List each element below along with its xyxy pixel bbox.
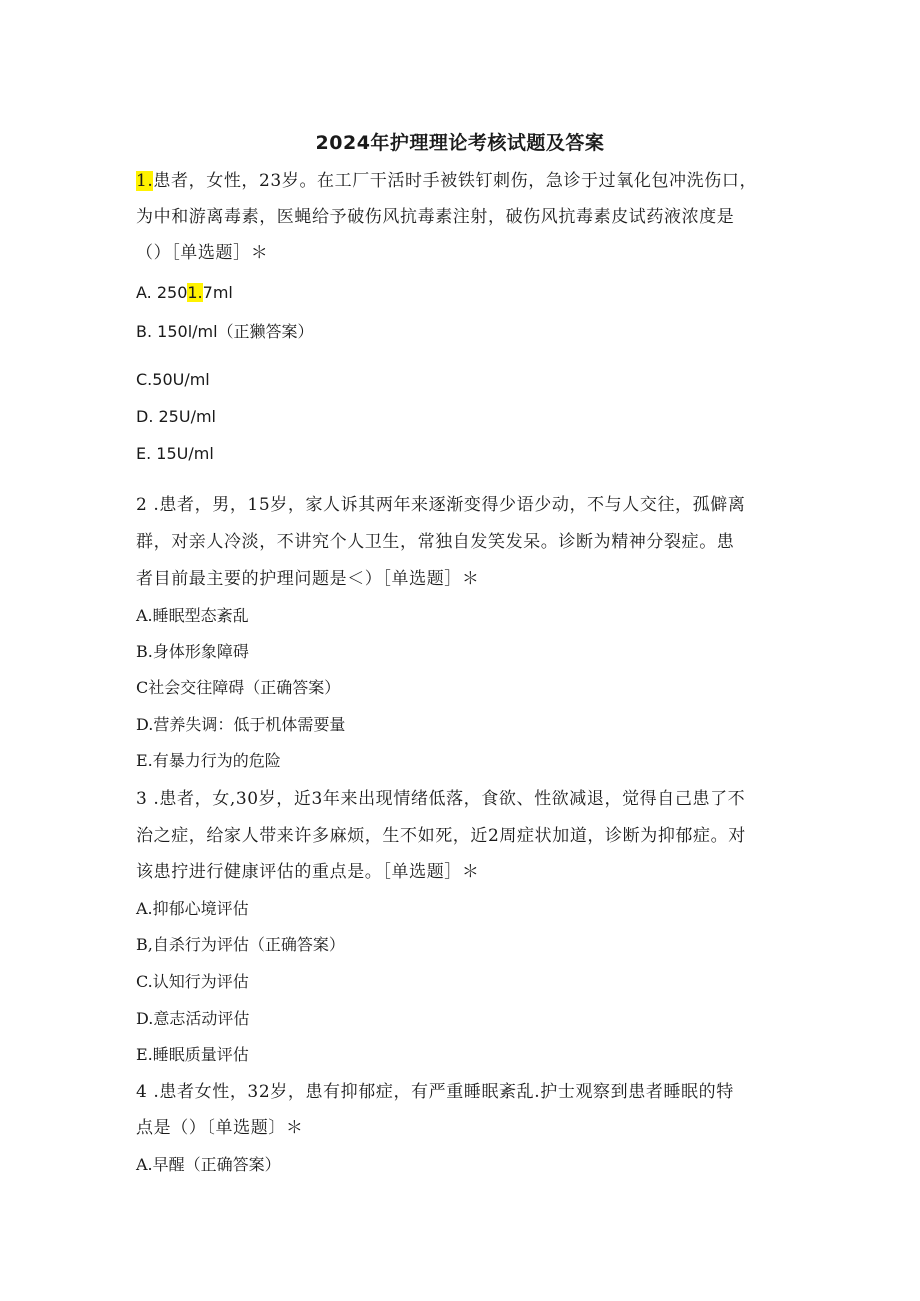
question-1-option-d: D. 25U∕ml: [136, 407, 216, 426]
question-2-line-2: 群，对亲人冷淡，不讲究个人卫生，常独自发笑发呆。诊断为精神分裂症。患: [136, 532, 735, 552]
question-1-option-b: B. 150l∕ml（正獭答案）: [136, 322, 314, 341]
question-1-option-a: A. 2501.7ml: [136, 283, 233, 302]
question-2-option-e: E.有暴力行为的危险: [136, 751, 281, 770]
question-2-line-1: 2 .患者，男，15岁，家人诉其两年来逐渐变得少语少动，不与人交往，孤僻离: [136, 495, 746, 515]
highlight-mark: 1.: [136, 171, 154, 191]
question-2-line-3: 者目前最主要的护理问题是＜）［单选题］＊: [136, 569, 480, 589]
question-1-option-c: C.50U∕ml: [136, 370, 210, 389]
question-3-option-c: C.认知行为评估: [136, 972, 249, 991]
question-3-line-2: 治之症，给家人带来许多麻烦，生不如死，近2周症状加道，诊断为抑郁症。对: [136, 826, 746, 846]
question-3-line-1: 3 .患者，女,30岁，近3年来出现情绪低落，食欲、性欲减退，觉得自己患了不: [136, 789, 746, 809]
question-2-option-b: B.身体形象障碍: [136, 642, 249, 661]
question-4-line-2: 点是（）〔单选题〕＊: [136, 1118, 304, 1138]
question-3-option-a: A.抑郁心境评估: [136, 899, 249, 918]
question-1-line-1: 1.患者，女性，23岁。在工厂干活时手被铁钉刺伤，急诊于过氧化包冲洗伤口，: [136, 171, 758, 191]
question-2-option-d: D.营养失调：低于机体需要量: [136, 715, 346, 734]
question-4-option-a: A.早醒（正确答案）: [136, 1155, 281, 1174]
question-3-line-3: 该患拧进行健康评估的重点是。［单选题］＊: [136, 862, 480, 882]
question-3-option-b: B,自杀行为评估（正确答案）: [136, 935, 345, 954]
highlight-mark: 1.: [187, 283, 203, 302]
question-2-option-c: C社会交往障碍（正确答案）: [136, 678, 341, 697]
question-3-option-e: E.睡眠质量评估: [136, 1045, 249, 1064]
question-1-option-e: E. 15U∕ml: [136, 444, 214, 463]
question-4-line-1: 4 .患者女性，32岁，患有抑郁症，有严重睡眠紊乱.护士观察到患者睡眠的特: [136, 1082, 734, 1102]
page-title: 2024年护理理论考核试题及答案: [315, 132, 605, 154]
question-3-option-d: D.意志活动评估: [136, 1009, 250, 1028]
question-2-option-a: A.睡眠型态紊乱: [136, 606, 249, 625]
question-1-line-2: 为中和游离毒素，医蝇给予破伤风抗毒素注射，破伤风抗毒素皮试药液浓度是: [136, 207, 735, 227]
question-1-line-3: （）［单选题］＊: [136, 243, 269, 263]
